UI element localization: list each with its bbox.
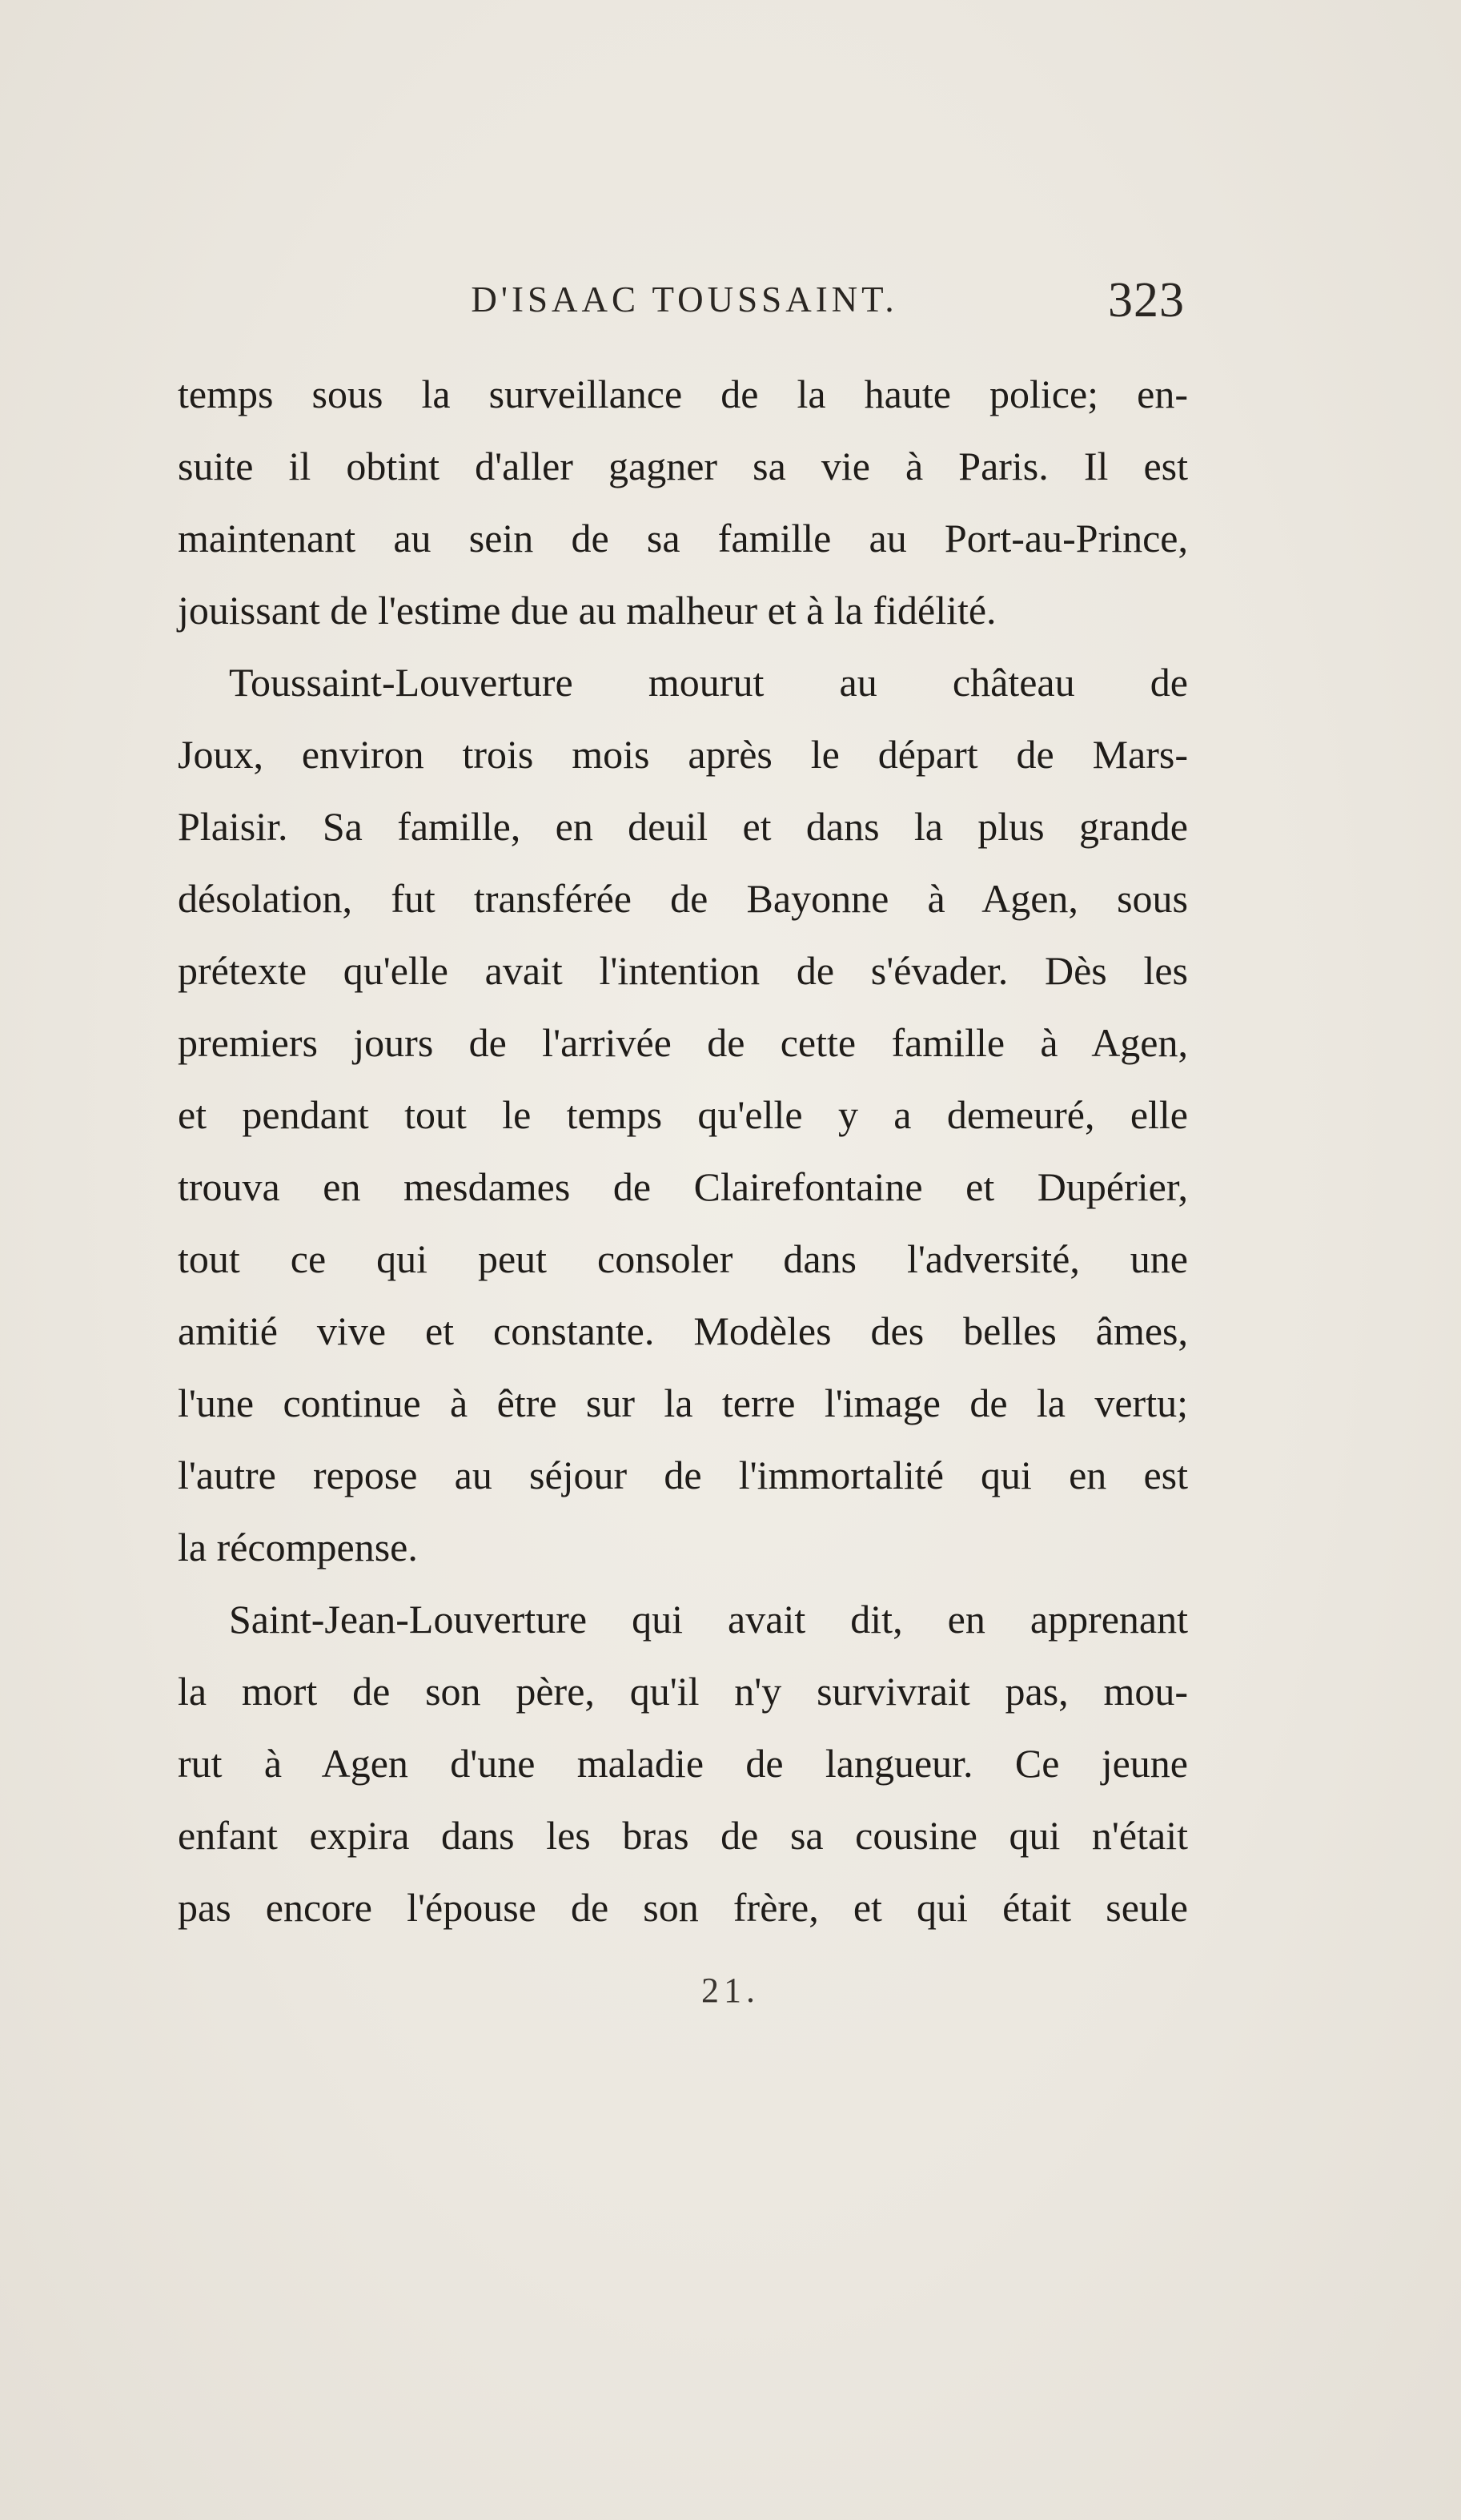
page-number: 323	[1108, 273, 1185, 328]
paragraph-start-line: Saint-Jean-Louverture qui avait dit, en apprenant	[229, 1597, 1188, 1642]
text-line: prétexte qu'elle avait l'intention de s'évader. Dès les	[178, 948, 1188, 993]
text-line: suite il obtint d'aller gagner sa vie à Paris. Il est	[178, 444, 1188, 488]
text-line: l'autre repose au séjour de l'immortalité qui en est	[178, 1453, 1188, 1497]
paragraph-start-line: Toussaint-Louverture mourut au château de	[229, 660, 1188, 705]
text-line: rut à Agen d'une maladie de langueur. Ce jeune	[178, 1741, 1188, 1786]
text-line: pas encore l'épouse de son frère, et qui était seule	[178, 1885, 1188, 1930]
text-line: l'une continue à être sur la terre l'image de la vertu;	[178, 1381, 1188, 1425]
signature-mark: 21.	[701, 1971, 760, 2010]
text-line: Joux, environ trois mois après le départ de Mars-	[178, 732, 1188, 777]
text-line: Plaisir. Sa famille, en deuil et dans la plus grande	[178, 804, 1188, 849]
text-line: jouissant de l'estime due au malheur et à la fidélité.	[178, 588, 997, 633]
text-line: la récompense.	[178, 1525, 418, 1569]
text-line: trouva en mesdames de Clairefontaine et Dupérier,	[178, 1164, 1188, 1209]
text-line: et pendant tout le temps qu'elle y a demeuré, elle	[178, 1092, 1188, 1137]
text-line: maintenant au sein de sa famille au Port-au-Prince,	[178, 516, 1188, 561]
text-line: désolation, fut transférée de Bayonne à Agen, sous	[178, 876, 1188, 921]
running-head	[184, 273, 1185, 335]
text-line: la mort de son père, qu'il n'y survivrait pas, mou-	[178, 1669, 1188, 1714]
text-line: tout ce qui peut consoler dans l'adversité, une	[178, 1236, 1188, 1281]
text-line: enfant expira dans les bras de sa cousine qui n'était	[178, 1813, 1188, 1858]
text-line: premiers jours de l'arrivée de cette famille à Agen,	[178, 1020, 1188, 1065]
body-text	[178, 358, 1188, 1943]
text-line: temps sous la surveillance de la haute police; en-	[178, 372, 1188, 416]
text-line: amitié vive et constante. Modèles des belles âmes,	[178, 1308, 1188, 1353]
running-title: D'ISAAC TOUSSAINT.	[471, 279, 898, 320]
